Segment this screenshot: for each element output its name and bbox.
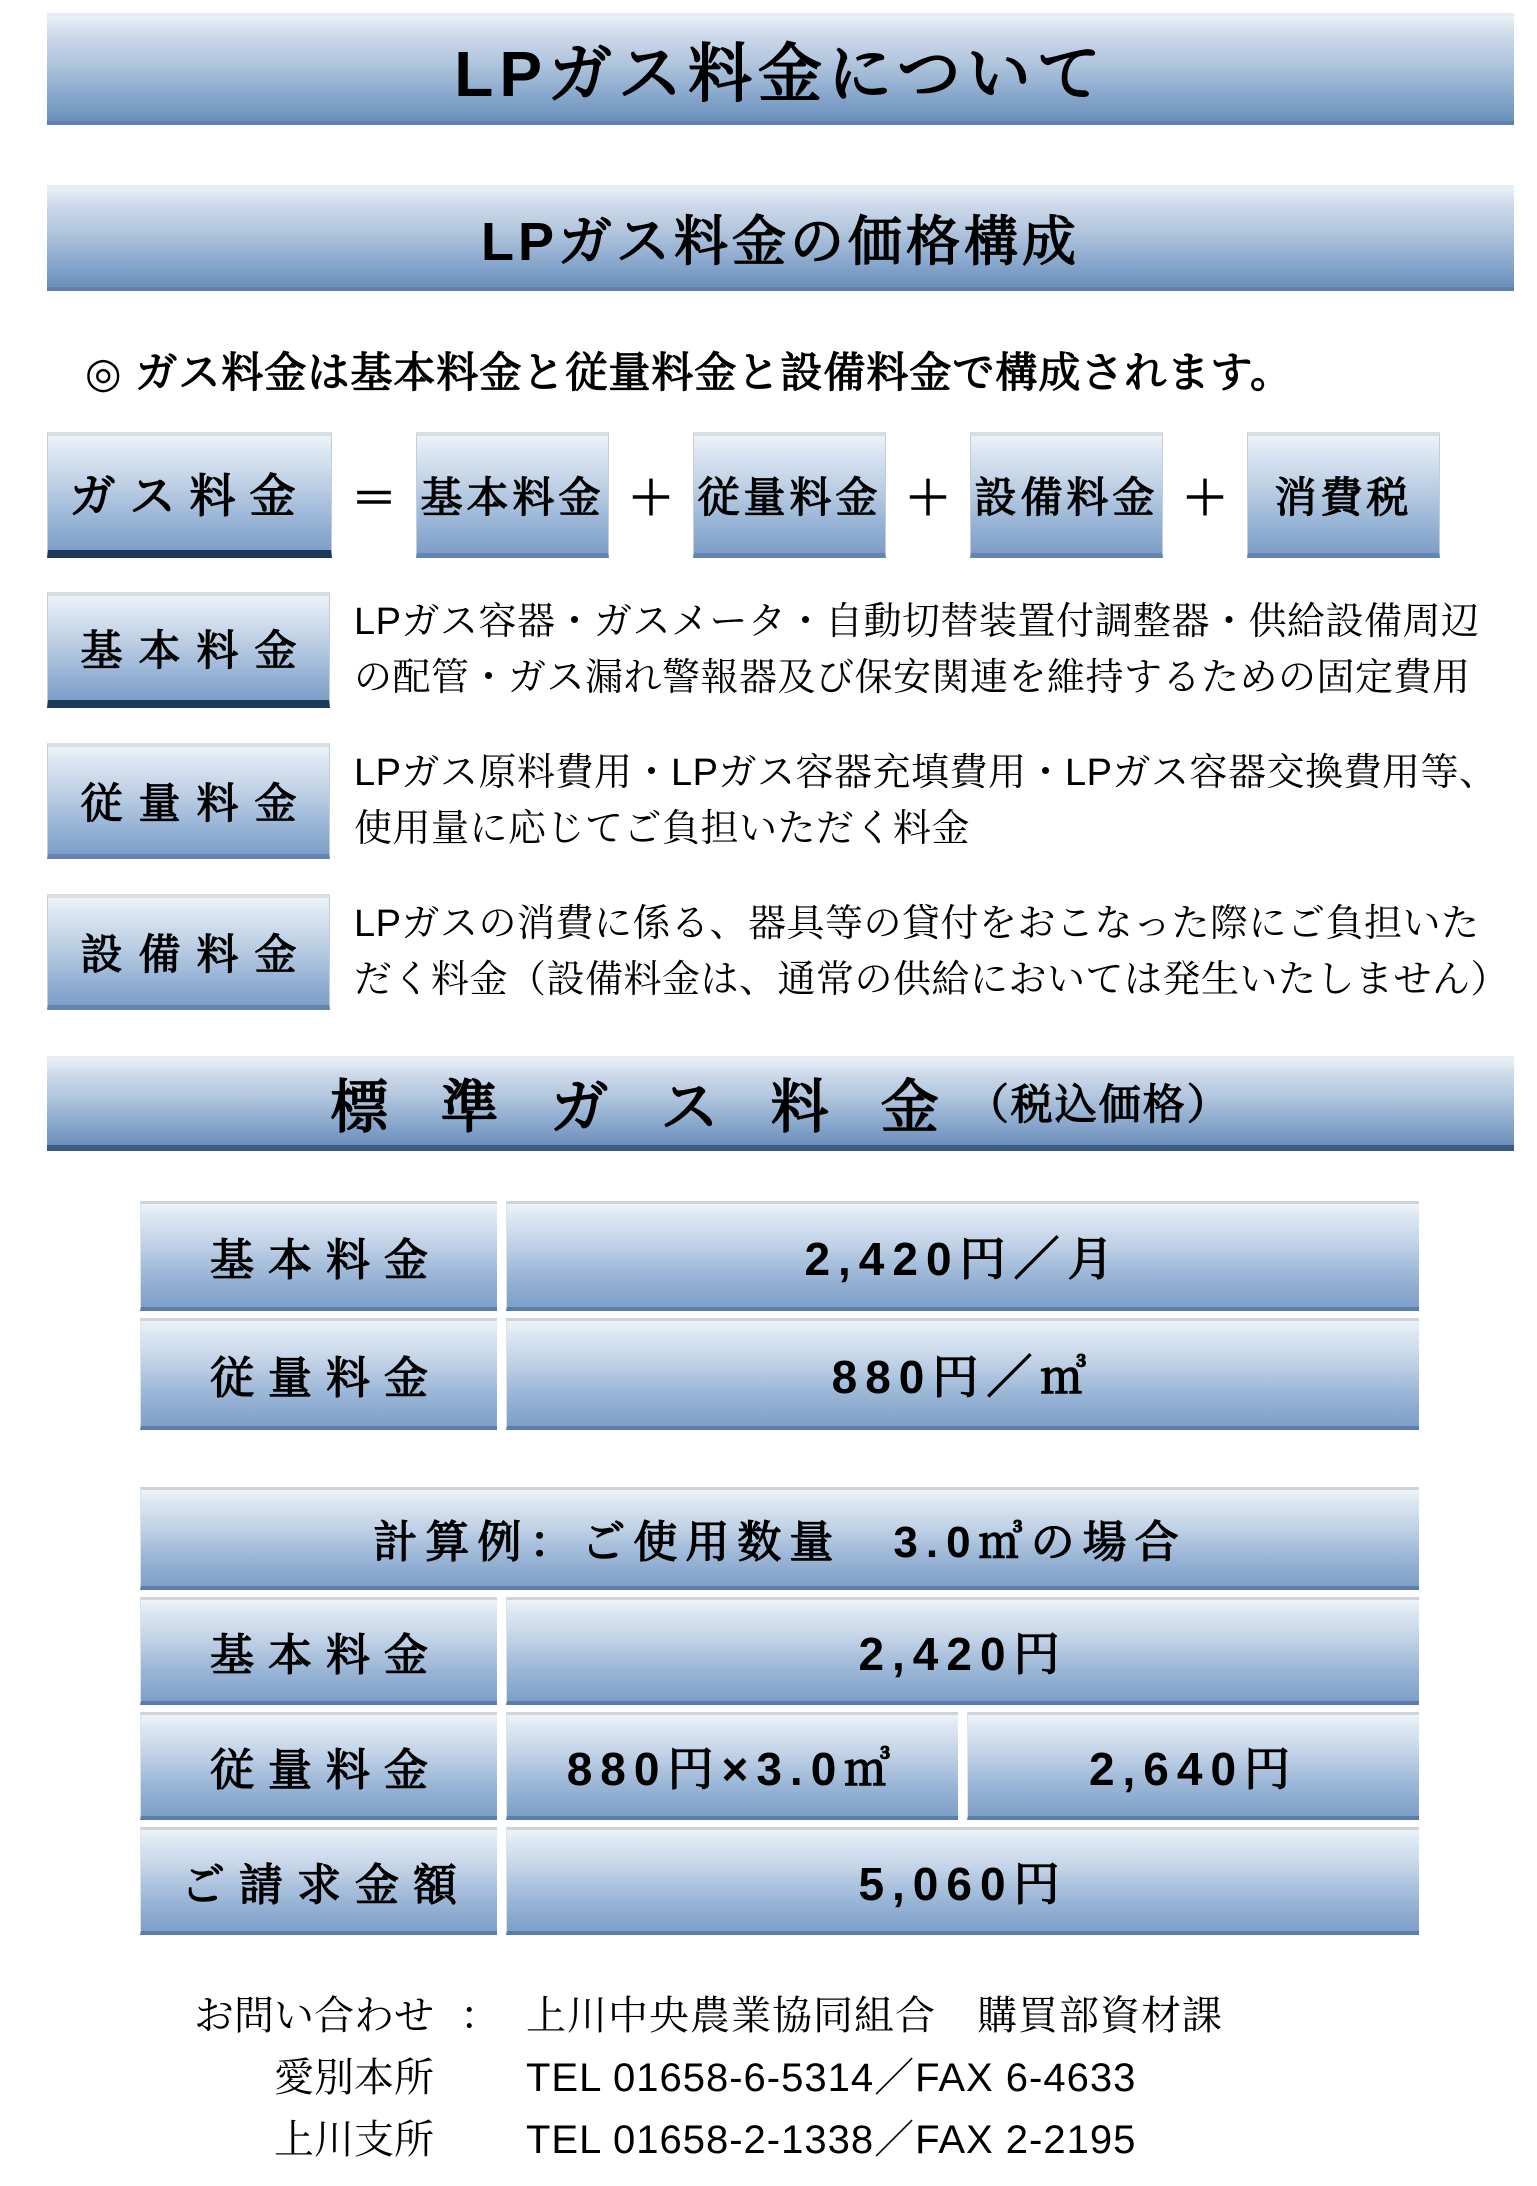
definition-row-equipment (47, 894, 1537, 1010)
formula-term-label: 設備料金 (974, 473, 1159, 521)
formula-term-label: 基本料金 (420, 473, 605, 521)
spacer (434, 2109, 526, 2171)
plus-sign: ＋ (1182, 472, 1228, 524)
table-row-label: 基本料金 (140, 1597, 497, 1705)
spacer (434, 2047, 526, 2109)
formula-term-metered (693, 432, 886, 558)
billed-total-amount: 5,060円 (506, 1827, 1419, 1935)
metered-calculation: 880円×3.0㎥ (506, 1712, 958, 1820)
standard-rates-table (140, 1201, 1537, 1430)
table-row-label: ご請求金額 (140, 1827, 497, 1935)
office-tel-fax: TEL 01658-6-5314／FAX 6-4633 (526, 2056, 1137, 2100)
tax-included-note: （税込価格） (966, 1081, 1231, 1128)
formula-term-label: 従量料金 (697, 473, 882, 521)
formula-term-label: 消費税 (1274, 473, 1413, 521)
table-row-value: 2,420円 (506, 1597, 1419, 1705)
office-tel-fax: TEL 01658-2-1338／FAX 2-2195 (526, 2118, 1137, 2162)
definition-term-box (47, 743, 330, 859)
inquiry-label: お問い合わせ (194, 1994, 434, 2038)
table-row-label: 従量料金 (140, 1318, 497, 1430)
standard-rates-banner (47, 1056, 1514, 1151)
contact-office-row (172, 2047, 1537, 2109)
document-page (0, 13, 1537, 2186)
page-title: LPガス料金について (454, 37, 1107, 110)
title-banner (47, 13, 1514, 125)
definition-row-basic (47, 592, 1537, 708)
contact-inquiry-row (172, 1985, 1537, 2047)
table-row-value: 2,420円／月 (506, 1201, 1419, 1311)
plus-sign: ＋ (628, 472, 674, 524)
equals-sign: ＝ (351, 472, 397, 524)
section-banner-price-composition (47, 185, 1514, 291)
definition-row-metered (47, 743, 1537, 859)
table-row-label: 従量料金 (140, 1712, 497, 1820)
organization-name: 上川中央農業協同組合 購買部資材課 (526, 1994, 1223, 2038)
definition-term: 従量料金 (80, 779, 313, 827)
definition-description: LPガスの消費に係る、器具等の貸付をおこなった際にご負担いただく料金（設備料金は、通常の供給においては発生いたしません） (354, 903, 1510, 1001)
definition-term-box (47, 894, 330, 1010)
formula-result-label: ガス料金 (69, 470, 310, 522)
section-title: LPガス料金の価格構成 (480, 212, 1080, 272)
standard-rates-title: 標 準 ガ ス 料 金 (330, 1075, 957, 1140)
formula-result-box (47, 432, 332, 558)
example-table-header: 計算例：ご使用数量 3.0㎥の場合 (140, 1487, 1419, 1590)
inquiry-separator: ： (460, 1994, 500, 2038)
office-name: 上川支所 (274, 2118, 434, 2162)
definition-term: 基本料金 (80, 627, 313, 674)
table-row-value: 880円／㎥ (506, 1318, 1419, 1430)
formula-term-equipment (970, 432, 1163, 558)
contact-section (172, 1985, 1537, 2171)
intro-text: ◎ ガス料金は基本料金と従量料金と設備料金で構成されます。 (85, 349, 1293, 396)
plus-sign: ＋ (905, 472, 951, 524)
metered-amount: 2,640円 (967, 1712, 1419, 1820)
formula-term-basic (416, 432, 609, 558)
fee-definitions (47, 592, 1537, 1010)
definition-term: 設備料金 (80, 930, 313, 978)
price-formula-row (47, 432, 1537, 558)
office-name: 愛別本所 (274, 2056, 434, 2100)
calculation-example-table (140, 1487, 1537, 1935)
formula-term-tax (1247, 432, 1440, 558)
definition-description: LPガス容器・ガスメータ・自動切替装置付調整器・供給設備周辺の配管・ガス漏れ警報器及び保安関連を維持するための固定費用 (354, 601, 1480, 699)
table-row-label: 基本料金 (140, 1201, 497, 1311)
definition-term-box (47, 592, 330, 708)
contact-office-row (172, 2109, 1537, 2171)
definition-description: LPガス原料費用・LPガス容器充填費用・LPガス容器交換費用等、使用量に応じてご負担いただく料金 (354, 752, 1498, 850)
